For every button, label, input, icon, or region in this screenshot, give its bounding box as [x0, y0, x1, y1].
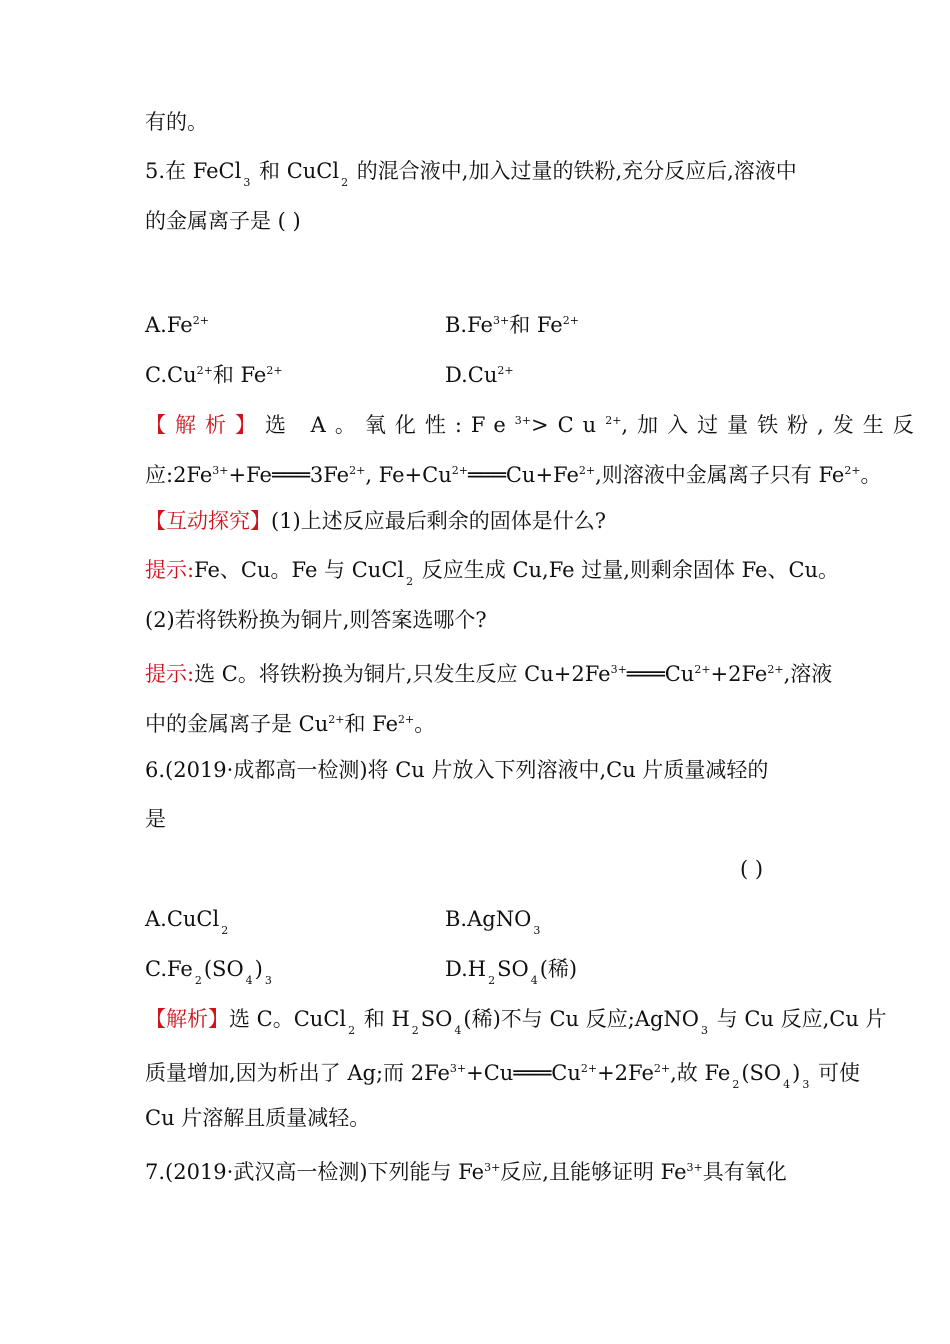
q6-analysis-1	[145, 1005, 887, 1045]
superscript: 2+	[328, 713, 345, 726]
superscript: 2+	[767, 663, 784, 676]
subscript: 2	[406, 575, 414, 588]
text-run: (1)上述反应最后剩余的固体是什么?	[271, 509, 607, 533]
text-run: (稀)不与 Cu 反应;AgNO	[463, 1007, 700, 1031]
q6-option-b	[445, 905, 542, 945]
subscript: 3	[243, 176, 251, 189]
superscript: 2+	[653, 1062, 671, 1075]
q6-option-a	[145, 905, 230, 945]
text-run: A.CuCl	[145, 907, 220, 931]
text-run: >Cu	[531, 413, 606, 437]
q5-analysis-2	[145, 457, 882, 489]
section-label: 【互动探究】	[145, 509, 271, 533]
q6-stem-1	[145, 756, 768, 784]
hint-1	[145, 556, 839, 596]
interactive-explore	[145, 507, 606, 535]
superscript: 2+	[578, 464, 596, 477]
superscript: 3+	[686, 1161, 703, 1174]
superscript: 3+	[449, 1062, 467, 1075]
text-run: (2)若将铁粉换为铜片,则答案选哪个?	[145, 608, 487, 632]
text-run: ( )	[740, 857, 764, 881]
q6-analysis-2	[145, 1055, 860, 1099]
superscript: 2+	[398, 713, 415, 726]
text-run: ,则溶液中金属离子只有 Fe	[595, 463, 845, 487]
superscript: 3+	[212, 464, 229, 477]
superscript: 2+	[196, 364, 213, 377]
text-run: 反应,且能够证明 Fe	[500, 1160, 687, 1184]
text-run: Fe、Cu。Fe 与 CuCl	[194, 558, 405, 582]
text-run: A.Fe	[145, 313, 193, 337]
q6-analysis-3	[145, 1104, 370, 1132]
text-run: 可使	[811, 1061, 860, 1085]
text-run: (SO	[203, 957, 244, 981]
q5-stem-1	[145, 157, 797, 197]
subscript: 3	[533, 924, 541, 937]
superscript: 3+	[484, 1161, 501, 1174]
superscript: 2+	[694, 663, 711, 676]
q5-stem-2	[145, 207, 301, 235]
line-0	[145, 108, 208, 136]
subscript: 2	[348, 1024, 356, 1037]
superscript: 2+	[192, 314, 209, 327]
text-run: 有的。	[145, 110, 208, 134]
superscript: 2+	[580, 1062, 598, 1075]
q5-option-d	[445, 357, 514, 389]
text-run: 是	[145, 807, 166, 831]
text-run: 反应生成 Cu,Fe 过量,则剩余固体 Fe、Cu。	[415, 558, 840, 582]
text-run: 和 Fe	[344, 712, 399, 736]
text-run: , Fe+Cu	[365, 463, 452, 487]
text-run: 中的金属离子是 Cu	[145, 712, 329, 736]
text-run: 5.在 FeCl	[145, 159, 242, 183]
text-run: 和 Fe	[509, 313, 563, 337]
text-run: SO	[497, 957, 529, 981]
text-run: 质量增加,因为析出了 Ag;而 2Fe	[145, 1061, 450, 1085]
superscript: 2+	[562, 314, 579, 327]
text-run: ,溶液	[783, 662, 833, 686]
text-run: ,故 Fe	[670, 1061, 731, 1085]
text-run: 。	[860, 463, 882, 487]
q5-option-b	[445, 307, 579, 339]
text-run: 具有氧化	[702, 1160, 787, 1184]
text-run: 的金属离子是 ( )	[145, 209, 301, 233]
superscript: 2+	[451, 464, 468, 477]
subscript: 2	[732, 1078, 740, 1091]
text-run: D.H	[445, 957, 487, 981]
text-run: 的混合液中,加入过量的铁粉,充分反应后,溶液中	[350, 159, 797, 183]
text-run: D.Cu	[445, 363, 498, 387]
text-run: B.Fe	[445, 313, 493, 337]
text-run: 和 CuCl	[252, 159, 340, 183]
text-run: )	[254, 957, 263, 981]
text-run: (SO	[741, 1061, 782, 1085]
text-run: 应:2Fe	[145, 463, 213, 487]
text-run: +Cu═══Cu	[466, 1061, 581, 1085]
q5-analysis-1	[145, 407, 923, 439]
subscript: 4	[783, 1078, 791, 1091]
hint-2-line-1	[145, 656, 832, 688]
text-run: +2Fe	[597, 1061, 654, 1085]
q6-answer-bracket	[740, 855, 763, 883]
section-label: 【解析】	[145, 413, 265, 437]
q6-stem-2	[145, 805, 166, 833]
text-run: 和 Fe	[212, 363, 267, 387]
superscript: 2+	[844, 464, 861, 477]
text-run: 7.(2019·武汉高一检测)下列能与 Fe	[145, 1160, 485, 1184]
text-run: ═══Cu+Fe	[467, 463, 579, 487]
text-run: +2Fe	[710, 662, 768, 686]
subscript: 3	[701, 1024, 709, 1037]
subscript: 2	[411, 1024, 419, 1037]
q6-option-c	[145, 955, 274, 995]
text-run: C.Cu	[145, 363, 197, 387]
subscript: 2	[488, 974, 496, 987]
subscript: 3	[264, 974, 272, 987]
text-run: ═══Cu	[626, 662, 695, 686]
superscript: 2+	[349, 464, 366, 477]
text-run: 6.(2019·成都高一检测)将 Cu 片放入下列溶液中,Cu 片质量减轻的	[145, 758, 769, 782]
q5-option-a	[145, 307, 209, 339]
text-run: Cu 片溶解且质量减轻。	[145, 1106, 371, 1130]
text-run: )	[792, 1061, 801, 1085]
text-run: +Fe═══3Fe	[228, 463, 350, 487]
text-run: C.Fe	[145, 957, 193, 981]
text-run: 选 C。CuCl	[229, 1007, 347, 1031]
explore-q2	[145, 606, 487, 634]
text-run: (稀)	[539, 957, 578, 981]
superscript: 3+	[610, 663, 627, 676]
subscript: 4	[530, 974, 538, 987]
q5-option-c	[145, 357, 283, 389]
text-run: 选 A。氧化性:Fe	[265, 413, 515, 437]
subscript: 2	[341, 176, 349, 189]
superscript: 2+	[266, 364, 283, 377]
superscript: 3+	[492, 314, 510, 327]
text-run: 。	[414, 712, 436, 736]
section-label: 提示:	[145, 662, 195, 686]
superscript: 3+	[514, 414, 531, 427]
section-label: 提示:	[145, 558, 195, 582]
text-run: ,加入过量铁粉,发生反	[621, 413, 923, 437]
subscript: 4	[245, 974, 253, 987]
subscript: 4	[454, 1024, 462, 1037]
superscript: 2+	[497, 364, 514, 377]
q6-option-d	[445, 955, 577, 995]
subscript: 2	[221, 924, 229, 937]
subscript: 3	[802, 1078, 810, 1091]
text-run: SO	[420, 1007, 453, 1031]
superscript: 2+	[605, 414, 622, 427]
section-label: 【解析】	[145, 1007, 229, 1031]
hint-2-line-2	[145, 706, 435, 738]
q7-stem-1	[145, 1154, 787, 1186]
text-run: 与 Cu 反应,Cu 片	[710, 1007, 887, 1031]
text-run: B.AgNO	[445, 907, 532, 931]
text-run: 选 C。将铁粉换为铜片,只发生反应 Cu+2Fe	[194, 662, 611, 686]
text-run: 和 H	[357, 1007, 410, 1031]
subscript: 2	[194, 974, 202, 987]
